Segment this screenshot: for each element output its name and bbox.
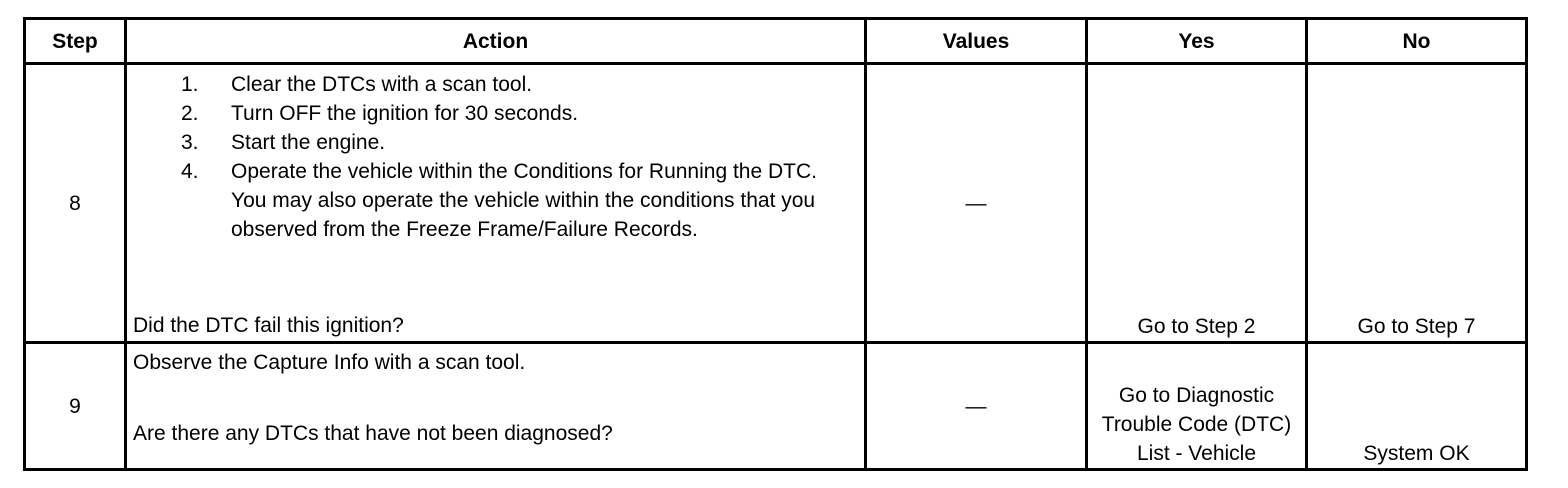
list-item-number: 3. (181, 131, 199, 154)
observe-text: Observe the Capture Info with a scan tool. (133, 351, 526, 374)
yes-cell: Go to Diagnostic Trouble Code (DTC) List - Vehicle (1087, 343, 1307, 470)
header-step: Step (25, 19, 126, 64)
header-yes: Yes (1087, 19, 1307, 64)
header-values: Values (866, 19, 1087, 64)
question-text: Did the DTC fail this ignition? (133, 314, 404, 337)
step-number: 9 (25, 343, 126, 470)
list-item-text: Start the engine. (231, 131, 386, 154)
header-action: Action (126, 19, 866, 64)
list-item-number: 2. (181, 102, 199, 125)
question-text: Are there any DTCs that have not been diagnosed? (133, 422, 613, 445)
list-item (127, 70, 864, 99)
action-cell (126, 343, 866, 470)
list-item-text: Turn OFF the ignition for 30 seconds. (231, 102, 579, 125)
list-item-number: 4. (181, 160, 199, 183)
list-item-text: Clear the DTCs with a scan tool. (231, 73, 533, 96)
values-cell: — (866, 343, 1087, 470)
diagnostic-table (23, 17, 1528, 471)
list-item-text: Operate the vehicle within the Conditions for Running the DTC. You may also operate the vehicle within the conditions that you observed from the Freeze Frame/Failure Records. (231, 160, 817, 241)
action-steps-list (127, 70, 864, 244)
action-cell (126, 64, 866, 343)
table-row (25, 64, 1527, 343)
no-cell: System OK (1307, 343, 1527, 470)
step-number: 8 (25, 64, 126, 343)
no-cell: Go to Step 7 (1307, 64, 1527, 343)
values-cell: — (866, 64, 1087, 343)
header-row (25, 19, 1527, 64)
list-item (127, 99, 864, 128)
list-item (127, 128, 864, 157)
list-item (127, 157, 864, 244)
yes-cell: Go to Step 2 (1087, 64, 1307, 343)
list-item-number: 1. (181, 73, 199, 96)
header-no: No (1307, 19, 1527, 64)
table-row (25, 343, 1527, 470)
